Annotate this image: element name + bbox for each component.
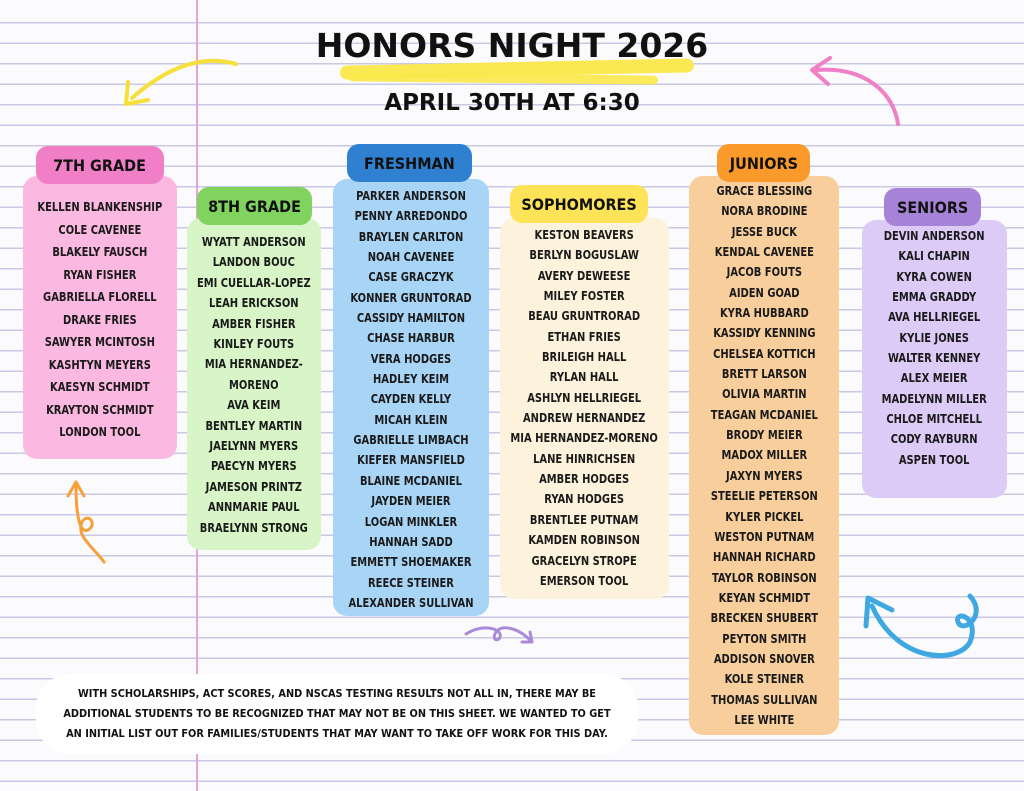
student-name: PENNY ARREDONDO <box>354 209 468 224</box>
student-name: BRENTLEE PUTNAM <box>530 512 639 527</box>
student-name: MICAH KLEIN <box>374 412 448 427</box>
student-name: KINLEY FOUTS <box>213 337 295 352</box>
student-name: EMI CUELLAR-LOPEZ <box>197 275 311 290</box>
student-name: AIDEN GOAD <box>728 285 800 300</box>
student-name: KEYAN SCHMIDT <box>718 590 810 605</box>
student-name: KENDAL CAVENEE <box>714 245 814 260</box>
student-name: KAMDEN ROBINSON <box>528 533 641 548</box>
footnote-box <box>36 674 638 754</box>
student-name: KYRA HUBBARD <box>719 306 809 321</box>
student-name: KESTON BEAVERS <box>534 228 635 242</box>
juniors-card <box>689 176 839 735</box>
student-name: RYLAN HALL <box>550 370 619 385</box>
student-name: STEELIE PETERSON <box>710 489 818 504</box>
student-name: BENTLEY MARTIN <box>205 418 303 433</box>
student-name: GRACELYN STROPE <box>531 553 638 568</box>
student-name: VERA HODGES <box>370 351 452 366</box>
student-name: KONNER GRUNTORAD <box>350 290 472 305</box>
student-name: KASSIDY KENNING <box>712 326 816 341</box>
student-name: KYRA COWEN <box>896 269 973 284</box>
student-name: ASPEN TOOL <box>899 452 970 467</box>
seventh-grade-list <box>32 196 168 444</box>
student-name: CHLOE MITCHELL <box>886 412 983 427</box>
student-name: ASHLYN HELLRIEGEL <box>527 390 642 405</box>
student-name: BLAKELY FAUSCH <box>52 245 148 259</box>
student-name: KOLE STEINER <box>724 672 804 687</box>
student-name: MILEY FOSTER <box>544 289 625 304</box>
student-name: BERLYN BOGUSLAW <box>529 248 640 263</box>
student-name: EMMA GRADDY <box>892 290 977 305</box>
student-name: BRETT LARSON <box>721 367 807 382</box>
juniors-list <box>706 181 823 730</box>
student-name: OLIVIA MARTIN <box>721 387 807 402</box>
student-name: LOGAN MINKLER <box>364 514 458 529</box>
student-name: AVA KEIM <box>227 398 281 413</box>
seventh-grade-card <box>23 176 177 459</box>
student-name: WYATT ANDERSON <box>202 235 306 249</box>
student-name: BLAINE MCDANIEL <box>359 473 463 488</box>
student-name: PAECYN MYERS <box>211 459 297 474</box>
student-name: HANNAH RICHARD <box>712 550 816 565</box>
student-name: KAESYN SCHMIDT <box>50 380 150 394</box>
student-name: AVA HELLRIEGEL <box>888 310 981 325</box>
student-name: CAYDEN KELLY <box>370 392 452 407</box>
student-name: AMBER FISHER <box>212 316 296 331</box>
student-name: THOMAS SULLIVAN <box>710 692 818 707</box>
student-name: BRILEIGH HALL <box>542 350 627 365</box>
student-name: EMMETT SHOEMAKER <box>350 555 472 570</box>
eighth-grade-label: 8TH GRADE <box>197 187 312 225</box>
student-name: WALTER KENNEY <box>888 351 981 366</box>
student-name: TEAGAN MCDANIEL <box>710 407 818 422</box>
student-name: ANDREW HERNANDEZ <box>523 411 646 426</box>
student-name: EMERSON TOOL <box>540 573 629 588</box>
student-name: LANDON BOUC <box>212 255 296 270</box>
blue-arrow-icon <box>858 586 994 670</box>
student-name: HANNAH SADD <box>369 534 453 549</box>
student-name: RYAN HODGES <box>544 492 625 507</box>
freshman-label: FRESHMAN <box>347 144 472 182</box>
freshman-list <box>343 186 479 613</box>
student-name: LANE HINRICHSEN <box>533 451 636 466</box>
title-highlight-underline <box>348 72 658 84</box>
student-name: COLE CAVENEE <box>58 222 142 237</box>
student-name: ADDISON SNOVER <box>713 651 815 666</box>
student-name: CHASE HARBUR <box>367 331 455 346</box>
student-name: LONDON TOOL <box>59 425 141 439</box>
student-name: MADELYNN MILLER <box>881 391 988 406</box>
student-name: TAYLOR ROBINSON <box>711 570 817 585</box>
orange-arrow-icon <box>62 476 122 568</box>
student-name: BRECKEN SHUBERT <box>710 611 818 626</box>
student-name: JAELYNN MYERS <box>209 439 299 454</box>
event-date: APRIL 30TH AT 6:30 <box>384 90 640 116</box>
seventh-grade-label: 7TH GRADE <box>36 146 164 184</box>
sophomores-list <box>504 225 664 591</box>
footnote-text: WITH SCHOLARSHIPS, ACT SCORES, AND NSCAS TESTING RESULTS NOT ALL IN, THERE MAY BE ADDITIONAL STUDENTS TO BE RECOGNIZED THAT MAY NOT BE ON THIS SHEET. WE WANTED TO GET AN INITIAL LIST OUT FOR FAMILIES/STUDENTS THAT MAY WANT TO TAKE OFF WORK FOR THIS DAY. <box>63 688 611 740</box>
student-name: KASHTYN MEYERS <box>48 357 152 372</box>
student-name: DRAKE FRIES <box>63 312 137 327</box>
student-name: HADLEY KEIM <box>372 372 450 387</box>
page-title: HONORS NIGHT 2026 <box>315 26 709 65</box>
student-name: WESTON PUTNAM <box>714 529 814 544</box>
student-name: CASE GRACZYK <box>368 270 454 285</box>
student-name: ALEX MEIER <box>901 371 968 386</box>
student-name: JESSE BUCK <box>731 224 797 239</box>
eighth-grade-card <box>187 218 321 550</box>
eighth-grade-list <box>192 232 316 538</box>
student-name: MIA HERNANDEZ-MORENO <box>510 431 659 446</box>
student-name: KELLEN BLANKENSHIP <box>37 200 163 214</box>
student-name: JAMESON PRINTZ <box>205 479 303 494</box>
student-name: CHELSEA KOTTICH <box>712 346 816 361</box>
juniors-label: JUNIORS <box>717 144 810 182</box>
student-name: PARKER ANDERSON <box>356 189 466 203</box>
student-name: KYLIE JONES <box>899 330 970 345</box>
student-name: GABRIELLA FLORELL <box>43 290 157 304</box>
student-name: GABRIELLE LIMBACH <box>353 433 469 448</box>
student-name: KYLER PICKEL <box>724 509 804 524</box>
student-name: SAWYER MCINTOSH <box>44 335 156 349</box>
student-name: AVERY DEWEESE <box>538 268 631 283</box>
student-name: ETHAN FRIES <box>547 329 622 344</box>
student-name: JACOB FOUTS <box>726 265 802 280</box>
student-name: JAXYN MYERS <box>725 468 803 483</box>
student-name: BRAELYNN STRONG <box>199 520 309 535</box>
freshman-card <box>333 179 489 616</box>
student-name: BRODY MEIER <box>725 428 803 443</box>
student-name: NORA BRODINE <box>720 204 808 219</box>
student-name: KRAYTON SCHMIDT <box>46 402 154 417</box>
student-name: KIEFER MANSFIELD <box>357 453 465 468</box>
student-name: LEAH ERICKSON <box>209 296 299 311</box>
sophomores-card <box>500 218 669 599</box>
purple-arrow-icon <box>462 620 542 652</box>
student-name: CASSIDY HAMILTON <box>356 311 466 326</box>
student-name: ANNMARIE PAUL <box>208 500 300 515</box>
student-name: AMBER HODGES <box>539 472 630 487</box>
student-name: REECE STEINER <box>368 575 454 590</box>
student-name: LEE WHITE <box>734 712 794 727</box>
student-name: KALI CHAPIN <box>898 249 971 264</box>
student-name: MIA HERNANDEZ- <box>205 357 303 372</box>
student-name: NOAH CAVENEE <box>367 250 455 265</box>
sophomores-label: SOPHOMORES <box>510 185 648 223</box>
seniors-label: SENIORS <box>884 188 981 226</box>
seniors-card <box>862 220 1007 498</box>
student-name: JAYDEN MEIER <box>371 494 451 509</box>
student-name: CODY RAYBURN <box>891 432 978 447</box>
student-name: PEYTON SMITH <box>721 631 807 646</box>
seniors-list <box>877 226 991 470</box>
student-name: MADOX MILLER <box>721 448 807 463</box>
student-name: BEAU GRUNTRORAD <box>528 309 641 324</box>
student-name: GRACE BLESSING <box>716 184 812 198</box>
student-name: MORENO <box>229 377 279 392</box>
student-name: ALEXANDER SULLIVAN <box>348 595 474 610</box>
student-name: RYAN FISHER <box>63 267 137 282</box>
student-name: DEVIN ANDERSON <box>884 229 985 243</box>
student-name: BRAYLEN CARLTON <box>358 229 464 244</box>
